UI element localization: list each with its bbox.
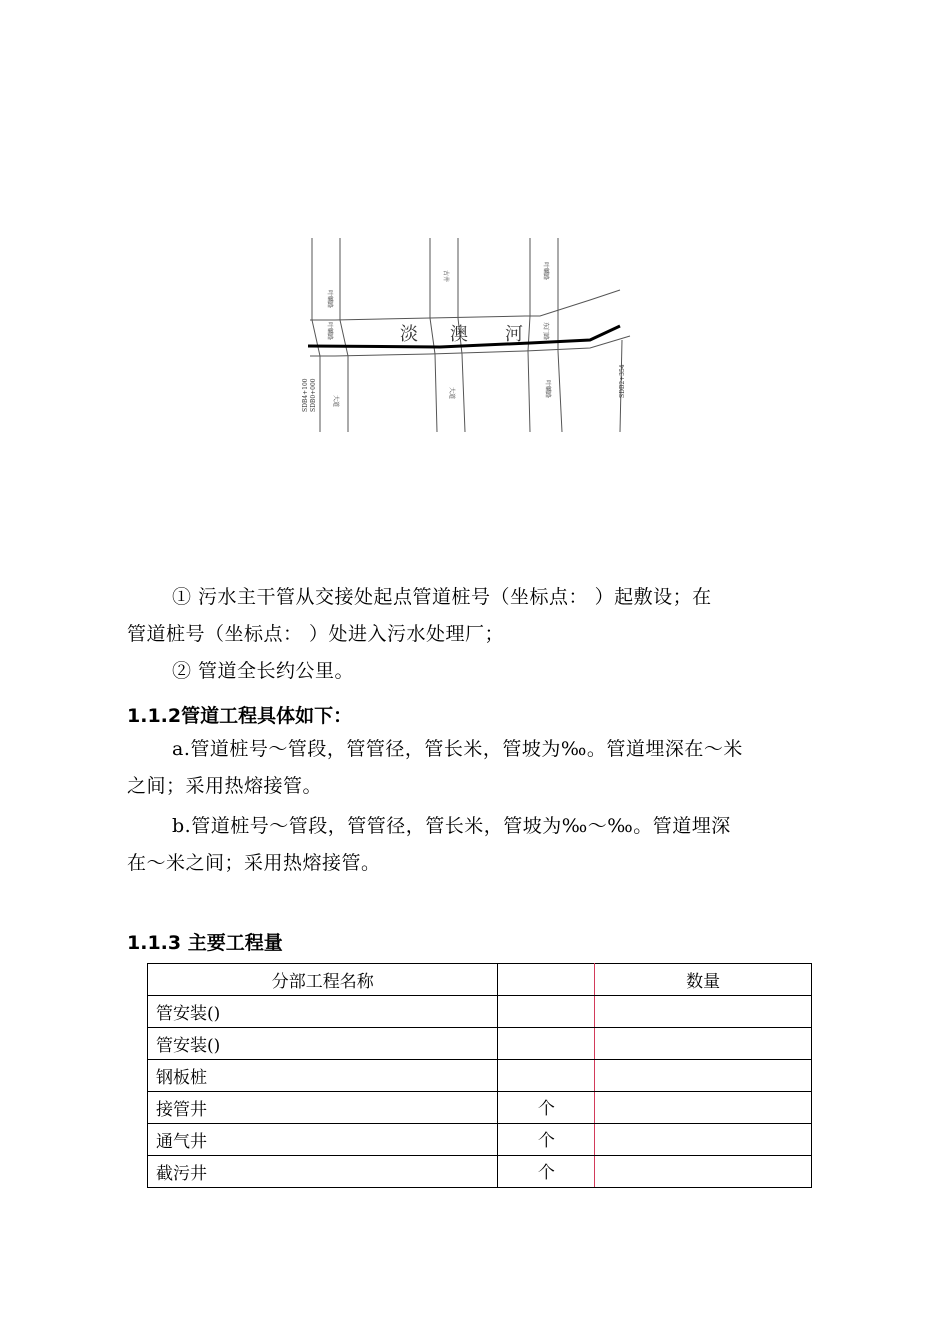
- road-1-right: [340, 238, 348, 432]
- heading-1-1-3: 1.1.3 主要工程量: [127, 932, 283, 954]
- station-label-3: SDB2+354: [619, 364, 626, 398]
- header-cell-unit: [498, 964, 595, 996]
- cell-unit: [498, 1028, 595, 1060]
- cell-unit: 个: [498, 1092, 595, 1124]
- cell-name: 接管井: [148, 1092, 498, 1124]
- road-label-1: 叶麟路: [326, 290, 333, 309]
- road-label-8: 叶麟路: [544, 380, 551, 399]
- quantity-table: [147, 963, 812, 1188]
- site-plan-diagram: [290, 230, 650, 450]
- cell-unit: [498, 1060, 595, 1092]
- paragraph-b-line1: b.管道桩号～管段，管管径，管长米，管坡为‰～‰。管道埋深: [172, 815, 731, 837]
- river-char-3: 河: [505, 324, 523, 345]
- road-label-2: 古井: [442, 270, 449, 283]
- table-row: [148, 1060, 812, 1092]
- road-2-left: [430, 238, 437, 432]
- table-row: [148, 996, 812, 1028]
- river-bank-north: [310, 290, 620, 320]
- table-row: [148, 1092, 812, 1124]
- cell-unit: [498, 996, 595, 1028]
- road-3-right: [558, 238, 562, 432]
- cell-quantity: [595, 1028, 812, 1060]
- cell-name: 管安装(): [148, 996, 498, 1028]
- paragraph-b-line2: 在～米之间；采用热熔接管。: [127, 852, 381, 874]
- table-row: [148, 1028, 812, 1060]
- road-label-5: 东门路: [542, 322, 549, 341]
- paragraph-end-point: 管道桩号（坐标点： ）处进入污水处理厂；: [127, 623, 505, 645]
- cell-quantity: [595, 996, 812, 1028]
- table-header-row: [148, 964, 812, 996]
- paragraph-pipe-length: ② 管道全长约公里。: [172, 660, 355, 682]
- cell-quantity: [595, 1156, 812, 1188]
- paragraph-a-line1: a.管道桩号～管段，管管径，管长米，管坡为‰。管道埋深在～米: [172, 738, 743, 760]
- cell-name: 截污井: [148, 1156, 498, 1188]
- station-label-1: SDB4+100: [302, 378, 309, 412]
- cell-name: 管安装(): [148, 1028, 498, 1060]
- station-label-2: SDB0+000: [310, 378, 317, 412]
- river-char-2: 澳: [450, 324, 468, 345]
- road-label-4: 叶麟路: [326, 322, 333, 341]
- river-char-1: 淡: [400, 324, 418, 345]
- road-label-6: 大道: [332, 395, 339, 408]
- table-row: [148, 1124, 812, 1156]
- road-label-3: 叶麟路: [542, 262, 549, 281]
- cell-unit: 个: [498, 1156, 595, 1188]
- cell-quantity: [595, 1124, 812, 1156]
- cell-quantity: [595, 1092, 812, 1124]
- cell-quantity: [595, 1060, 812, 1092]
- header-cell-quantity: 数量: [595, 964, 812, 996]
- road-label-7: 大道: [448, 387, 455, 400]
- paragraph-a-line2: 之间；采用热熔接管。: [127, 775, 323, 797]
- header-cell-name: 分部工程名称: [148, 964, 498, 996]
- cell-name: 钢板桩: [148, 1060, 498, 1092]
- cell-name: 通气井: [148, 1124, 498, 1156]
- heading-1-1-2: 1.1.2管道工程具体如下：: [127, 705, 353, 727]
- table-row: [148, 1156, 812, 1188]
- paragraph-start-point: ① 污水主干管从交接处起点管道桩号（坐标点： ）起敷设；在: [172, 586, 712, 608]
- cell-unit: 个: [498, 1124, 595, 1156]
